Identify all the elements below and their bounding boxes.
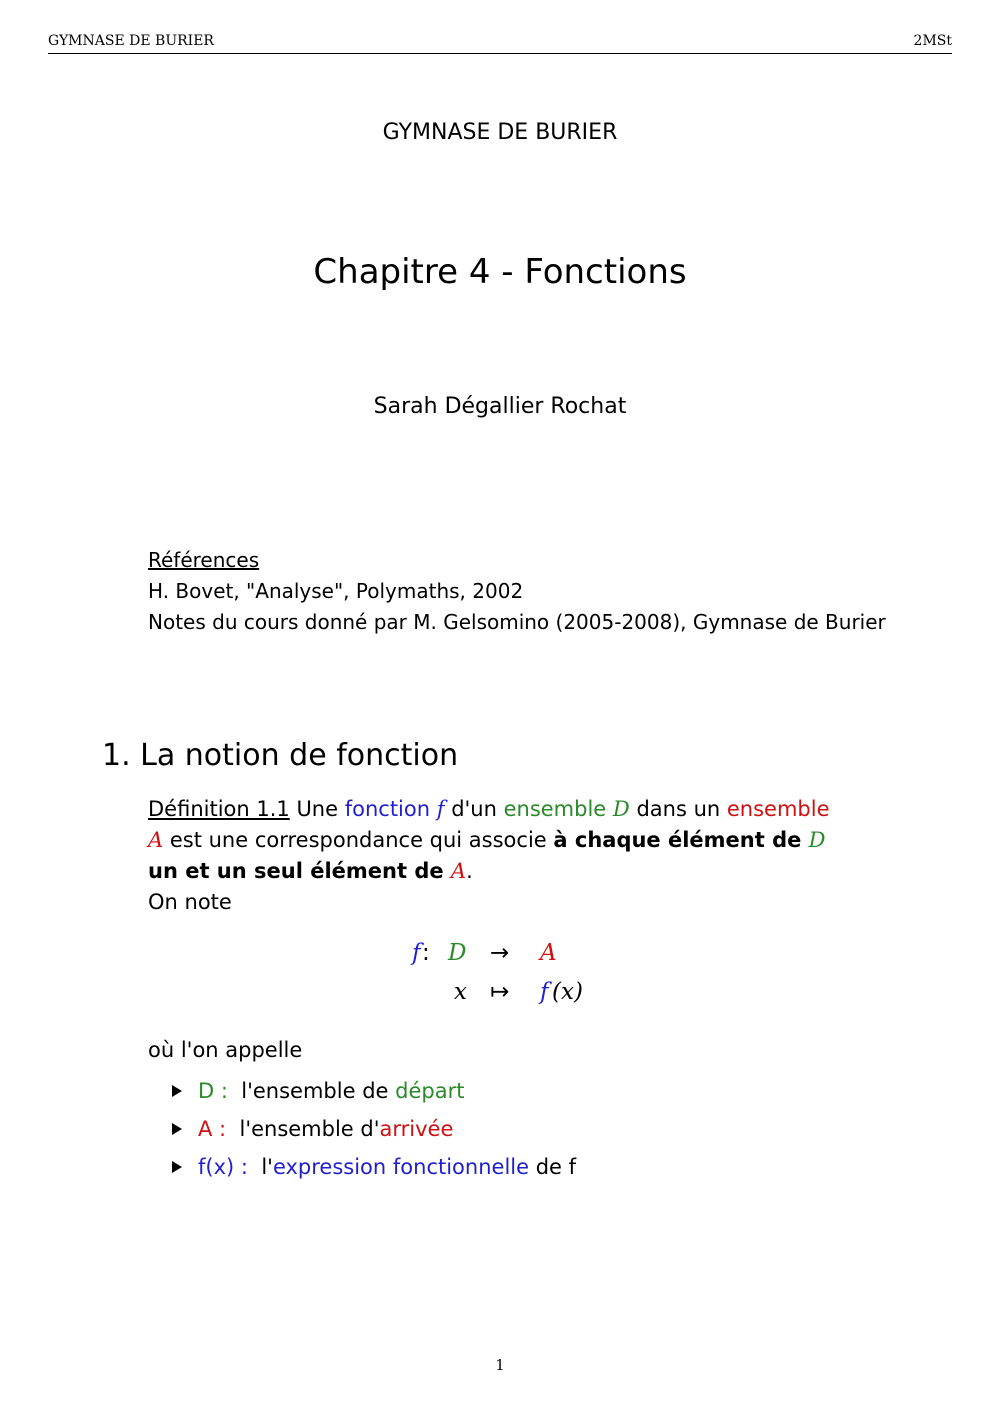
list-suffix: de f xyxy=(529,1155,577,1179)
list-item xyxy=(148,1074,576,1112)
school-name: GYMNASE DE BURIER xyxy=(382,120,618,145)
references-block xyxy=(148,545,886,638)
on-note: On note xyxy=(148,890,232,914)
bullet-triangle-icon xyxy=(172,1123,182,1135)
symbol-A: A xyxy=(450,859,467,883)
section-title: 1. La notion de fonction xyxy=(102,738,459,773)
map-x: x xyxy=(454,979,467,1005)
definition-list xyxy=(148,1074,576,1188)
definition-label: Définition 1.1 xyxy=(148,797,290,821)
symbol-f: f xyxy=(436,797,445,821)
list-text: l'ensemble d' xyxy=(239,1117,380,1141)
definition-bold: à chaque élément de xyxy=(553,828,809,852)
definition-text: Une xyxy=(289,797,345,821)
map-mapsto: ↦ xyxy=(490,979,510,1005)
map-arrow: → xyxy=(490,940,510,966)
list-term: D : xyxy=(198,1079,228,1103)
page-number: 1 xyxy=(495,1356,505,1374)
author: Sarah Dégallier Rochat xyxy=(373,394,627,419)
running-header-left: GYMNASE DE BURIER xyxy=(48,33,214,49)
definition-block xyxy=(148,794,858,918)
map-A: A xyxy=(540,940,557,966)
list-highlight: départ xyxy=(395,1079,465,1103)
list-item xyxy=(148,1112,576,1150)
reference-item: Notes du cours donné par M. Gelsomino (2005-2008), Gymnase de Burier xyxy=(148,610,886,634)
symbol-A: A xyxy=(148,828,164,852)
term-ensemble-depart: ensemble xyxy=(503,797,607,821)
list-term: A : xyxy=(198,1117,227,1141)
running-header-right: 2MSt xyxy=(913,33,952,49)
reference-item: H. Bovet, "Analyse", Polymaths, 2002 xyxy=(148,579,524,603)
definition-bold: un et un seul élément de xyxy=(148,859,451,883)
map-D: D xyxy=(448,940,467,966)
term-fonction: fonction xyxy=(344,797,431,821)
list-highlight: arrivée xyxy=(379,1117,454,1141)
map-fx-f: f xyxy=(540,979,549,1005)
map-f: f xyxy=(412,940,421,966)
definition-period: . xyxy=(466,859,473,883)
document-title: Chapitre 4 - Fonctions xyxy=(313,252,687,292)
definition-text: est une correspondance qui associe xyxy=(163,828,554,852)
list-term: f(x) : xyxy=(198,1155,248,1179)
list-text: l'ensemble de xyxy=(241,1079,396,1103)
bullet-triangle-icon xyxy=(172,1085,182,1097)
running-header xyxy=(48,33,952,54)
references-heading: Références xyxy=(148,548,260,572)
list-highlight: expression fonctionnelle xyxy=(272,1155,530,1179)
map-fx-arg: (x) xyxy=(552,979,583,1005)
list-item xyxy=(148,1150,576,1188)
symbol-D: D xyxy=(612,797,630,821)
definition-text: d'un xyxy=(444,797,504,821)
bullet-triangle-icon xyxy=(172,1161,182,1173)
term-ensemble-arrivee: ensemble xyxy=(726,797,830,821)
map-colon: : xyxy=(422,940,430,966)
symbol-D: D xyxy=(808,828,826,852)
list-text: l' xyxy=(261,1155,273,1179)
definition-text: dans un xyxy=(629,797,727,821)
list-intro: où l'on appelle xyxy=(148,1038,303,1062)
